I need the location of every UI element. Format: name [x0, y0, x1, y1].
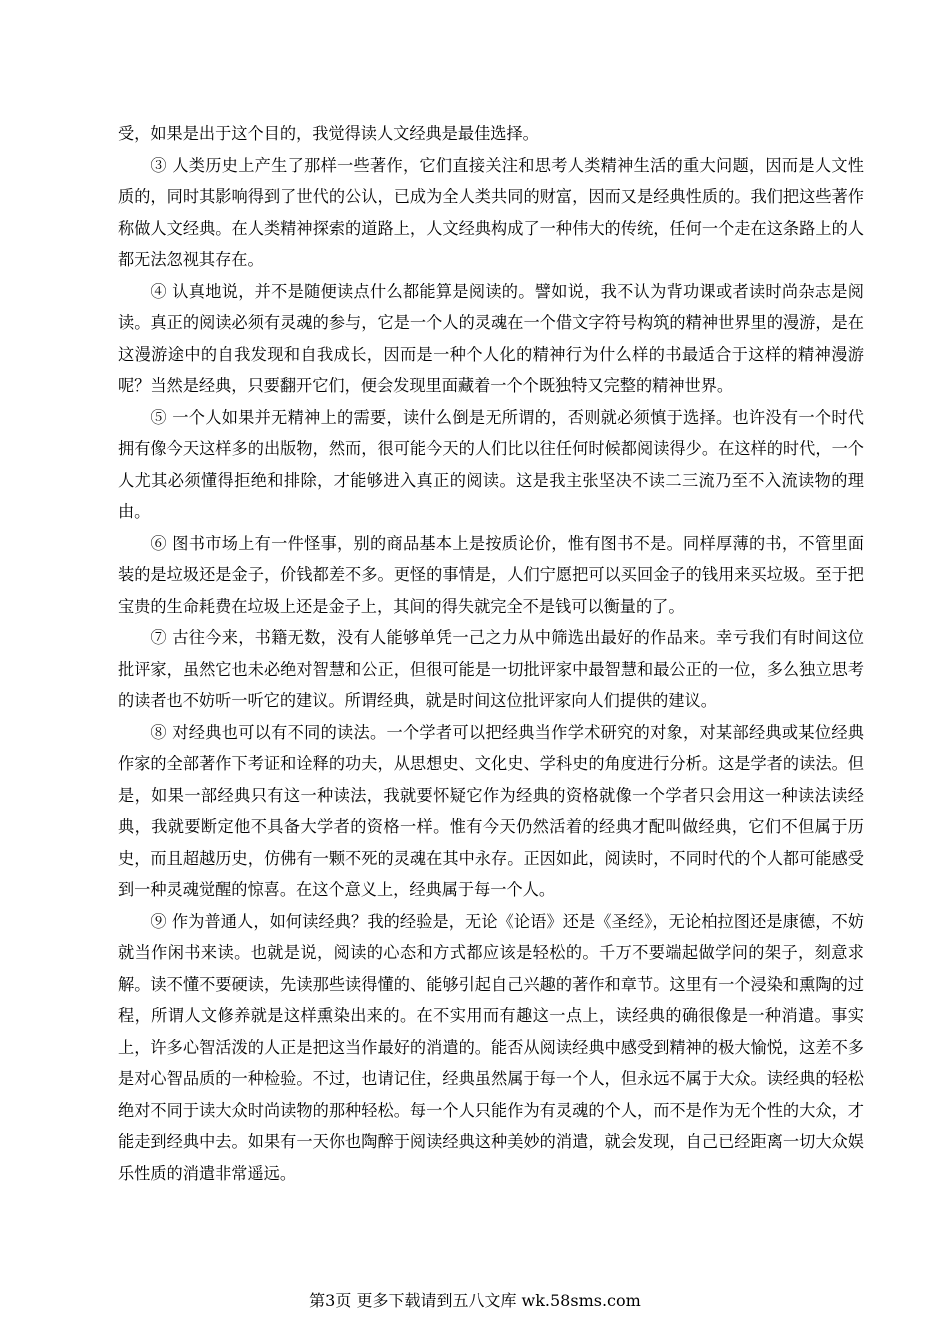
paragraph-3: ③ 人类历史上产生了那样一些著作，它们直接关注和思考人类精神生活的重大问题，因而是人文性质的，同时其影响得到了世代的公认，已成为全人类共同的财富，因而又是经典性质的。我们把这些著作称做人文经典。在人类精神探索的道路上，人文经典构成了一种伟大的传统，任何一个走在这条路上的人都无法忽视其存在。	[118, 155, 864, 269]
document-body	[118, 118, 864, 1189]
paragraph-7: ⑦ 古往今来，书籍无数，没有人能够单凭一己之力从中筛选出最好的作品来。幸亏我们有时间这位批评家，虽然它也未必绝对智慧和公正，但很可能是一切批评家中最智慧和最公正的一位，多么独立思考的读者也不妨听一听它的建议。所谓经典，就是时间这位批评家向人们提供的建议。	[118, 628, 864, 710]
paragraph-continued: 受，如果是出于这个目的，我觉得读人文经典是最佳选择。	[118, 124, 539, 143]
paragraph-6: ⑥ 图书市场上有一件怪事，别的商品基本上是按质论价，惟有图书不是。同样厚薄的书，不管里面装的是垃圾还是金子，价钱都差不多。更怪的事情是，人们宁愿把可以买回金子的钱用来买垃圾。至于把宝贵的生命耗费在垃圾上还是金子上，其间的得失就完全不是钱可以衡量的了。	[118, 533, 864, 616]
page-footer: 第3页 更多下载请到五八文库 wk.58sms.com	[309, 1291, 641, 1310]
paragraph-4: ④ 认真地说，并不是随便读点什么都能算是阅读的。譬如说，我不认为背功课或者读时尚杂志是阅读。真正的阅读必须有灵魂的参与，它是一个人的灵魂在一个借文字符号构筑的精神世界里的漫游，是在这漫游途中的自我发现和自我成长，因而是一种个人化的精神行为什么样的书最适合于这样的精神漫游呢？当然是经典，只要翻开它们，便会发现里面藏着一个个既独特又完整的精神世界。	[118, 281, 864, 395]
paragraph-9: ⑨ 作为普通人，如何读经典？我的经验是，无论《论语》还是《圣经》，无论柏拉图还是康德，不妨就当作闲书来读。也就是说，阅读的心态和方式都应该是轻松的。千万不要端起做学问的架子，刻意求解。读不懂不要硬读，先读那些读得懂的、能够引起自己兴趣的著作和章节。这里有一个浸染和熏陶的过程，所谓人文修养就是这样熏染出来的。在不实用而有趣这一点上，读经典的确很像是一种消遣。事实上，许多心智活泼的人正是把这当作最好的消遣的。能否从阅读经典中感受到精神的极大愉悦，这差不多是对心智品质的一种检验。不过，也请记住，经典虽然属于每一个人，但永远不属于大众。读经典的轻松绝对不同于读大众时尚读物的那种轻松。每一个人只能作为有灵魂的个人，而不是作为无个性的大众，才能走到经典中去。如果有一天你也陶醉于阅读经典这种美妙的消遣，就会发现，自己已经距离一切大众娱乐性质的消遣非常遥远。	[118, 911, 864, 1183]
paragraph-8: ⑧ 对经典也可以有不同的读法。一个学者可以把经典当作学术研究的对象，对某部经典或某位经典作家的全部著作下考证和诠释的功夫，从思想史、文化史、学科史的角度进行分析。这是学者的读法。但是，如果一部经典只有这一种读法，我就要怀疑它作为经典的资格就像一个学者只会用这一种读法读经典，我就要断定他不具备大学者的资格一样。惟有今天仍然活着的经典才配叫做经典，它们不但属于历史，而且超越历史，仿佛有一颗不死的灵魂在其中永存。正因如此，阅读时，不同时代的个人都可能感受到一种灵魂觉醒的惊喜。在这个意义上，经典属于每一个人。	[118, 722, 864, 899]
paragraph-5: ⑤ 一个人如果并无精神上的需要，读什么倒是无所谓的，否则就必须慎于选择。也许没有一个时代拥有像今天这样多的出版物，然而，很可能今天的人们比以往任何时候都阅读得少。在这样的时代，一个人尤其必须懂得拒绝和排除，才能够进入真正的阅读。这是我主张坚决不读二三流乃至不入流读物的理由。	[118, 407, 864, 521]
